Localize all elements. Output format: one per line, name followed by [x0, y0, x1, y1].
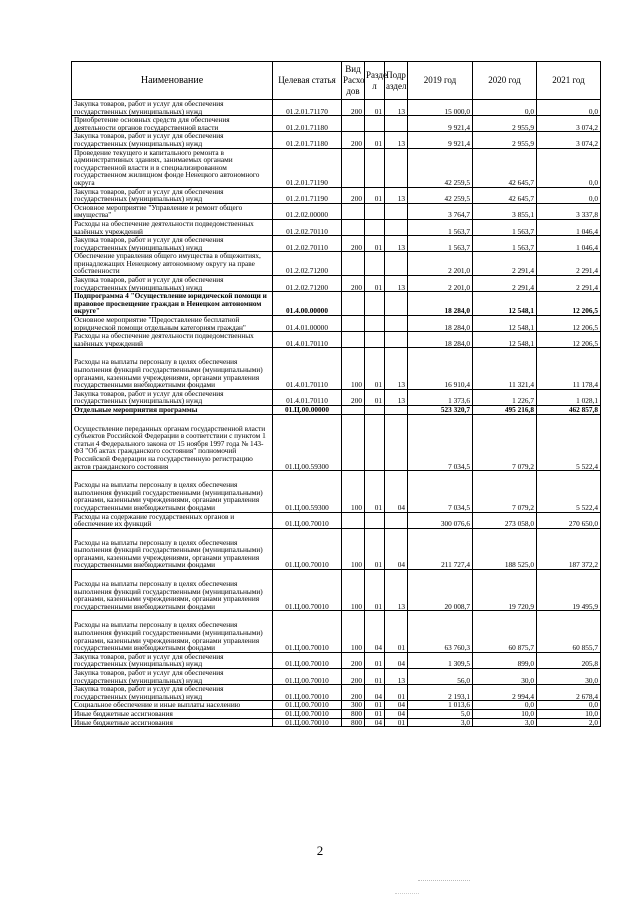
row-expense-type	[342, 203, 365, 219]
row-expense-type	[342, 512, 365, 528]
row-value-2021: 12 206,5	[537, 316, 601, 332]
row-value-2020: 1 563,7	[473, 236, 537, 252]
row-expense-type: 800	[342, 709, 365, 718]
row-expense-type: 100	[342, 611, 365, 652]
row-name: Закупка товаров, работ и услуг для обеспечения государственных (муниципальных) нужд	[72, 187, 273, 203]
row-section	[365, 203, 385, 219]
row-section: 01	[365, 132, 385, 148]
row-expense-type	[342, 292, 365, 316]
row-subsection: 13	[385, 236, 408, 252]
row-section: 01	[365, 471, 385, 512]
row-subsection: 13	[385, 132, 408, 148]
row-expense-type: 300	[342, 701, 365, 710]
row-value-2020: 3 855,1	[473, 203, 537, 219]
row-value-2020: 495 216,8	[473, 405, 537, 414]
row-target-article: 01.2.02.71200	[273, 252, 342, 276]
row-value-2019: 63 760,3	[408, 611, 473, 652]
row-value-2019: 211 727,4	[408, 528, 473, 569]
row-target-article: 01.4.01.70110	[273, 389, 342, 405]
row-value-2021: 12 206,5	[537, 332, 601, 348]
header-target-article: Целевая статья	[273, 62, 342, 100]
row-value-2020: 60 875,7	[473, 611, 537, 652]
row-section: 01	[365, 100, 385, 116]
row-value-2019: 15 000,0	[408, 100, 473, 116]
row-target-article: 01.2.02.70110	[273, 219, 342, 235]
row-subsection	[385, 512, 408, 528]
row-value-2021: 30,0	[537, 669, 601, 685]
row-target-article: 01.2.01.71170	[273, 100, 342, 116]
row-value-2019: 42 259,5	[408, 187, 473, 203]
row-section	[365, 414, 385, 471]
row-value-2019: 5,0	[408, 709, 473, 718]
table-row	[72, 611, 601, 652]
row-section: 01	[365, 528, 385, 569]
row-name: Закупка товаров, работ и услуг для обеспечения государственных (муниципальных) нужд	[72, 100, 273, 116]
row-subsection: 04	[385, 528, 408, 569]
table-row	[72, 348, 601, 389]
table-row	[72, 276, 601, 292]
row-subsection: 13	[385, 100, 408, 116]
row-name: Основное мероприятие "Управление и ремонт общего имущества"	[72, 203, 273, 219]
row-value-2019: 16 910,4	[408, 348, 473, 389]
row-target-article: 01.Ц.00.70010	[273, 701, 342, 710]
row-value-2020: 19 720,9	[473, 570, 537, 611]
row-expense-type: 200	[342, 669, 365, 685]
row-expense-type	[342, 405, 365, 414]
row-section	[365, 148, 385, 187]
row-target-article: 01.Ц.00.70010	[273, 718, 342, 727]
row-value-2019: 1 013,6	[408, 701, 473, 710]
table-row	[72, 685, 601, 701]
row-expense-type: 200	[342, 389, 365, 405]
row-expense-type	[342, 219, 365, 235]
row-section: 01	[365, 570, 385, 611]
header-expense-type: Вид Расхо дов	[342, 62, 365, 100]
row-value-2019: 1 563,7	[408, 236, 473, 252]
table-header-row	[72, 62, 601, 100]
row-expense-type: 200	[342, 276, 365, 292]
table-row	[72, 405, 601, 414]
row-value-2021: 2 291,4	[537, 276, 601, 292]
row-subsection	[385, 148, 408, 187]
row-value-2020: 0,0	[473, 100, 537, 116]
row-target-article: 01.Ц.00.70010	[273, 685, 342, 701]
row-expense-type: 100	[342, 528, 365, 569]
table-row	[72, 219, 601, 235]
row-value-2020: 12 548,1	[473, 316, 537, 332]
table-row	[72, 414, 601, 471]
row-target-article: 01.Ц.00.70010	[273, 512, 342, 528]
row-subsection: 01	[385, 718, 408, 727]
row-name: Закупка товаров, работ и услуг для обеспечения государственных (муниципальных) нужд	[72, 389, 273, 405]
row-target-article: 01.Ц.00.70010	[273, 652, 342, 668]
row-expense-type: 800	[342, 718, 365, 727]
row-value-2020: 11 321,4	[473, 348, 537, 389]
row-subsection: 04	[385, 709, 408, 718]
row-value-2019: 42 259,5	[408, 148, 473, 187]
row-expense-type: 200	[342, 100, 365, 116]
table-row	[72, 512, 601, 528]
row-name: Проведение текущего и капитального ремонта в административных зданиях, занимаемых органами государственной власти и в специализированном государственном жилищном фонде Ненецкого автономного округа	[72, 148, 273, 187]
row-subsection: 13	[385, 348, 408, 389]
row-value-2021: 3 074,2	[537, 116, 601, 132]
row-name: Расходы на выплаты персоналу в целях обеспечения выполнения функций государственными (муниципальными) органами, казенными учреждениями, органами управления государственными внебюджетными фондами	[72, 348, 273, 389]
row-name: Закупка товаров, работ и услуг для обеспечения государственных (муниципальных) нужд	[72, 652, 273, 668]
row-subsection: 13	[385, 187, 408, 203]
row-section: 01	[365, 348, 385, 389]
row-value-2020: 2 291,4	[473, 252, 537, 276]
row-value-2021: 3 337,8	[537, 203, 601, 219]
table-row	[72, 528, 601, 569]
row-subsection: 04	[385, 701, 408, 710]
row-expense-type: 100	[342, 570, 365, 611]
row-value-2021: 19 495,9	[537, 570, 601, 611]
table-row	[72, 132, 601, 148]
table-row	[72, 100, 601, 116]
row-value-2020: 42 645,7	[473, 148, 537, 187]
row-expense-type: 200	[342, 685, 365, 701]
row-value-2019: 2 201,0	[408, 252, 473, 276]
row-subsection: 13	[385, 669, 408, 685]
row-name: Иные бюджетные ассигнования	[72, 718, 273, 727]
row-value-2021: 205,8	[537, 652, 601, 668]
page-number: 2	[316, 843, 324, 858]
row-subsection	[385, 316, 408, 332]
row-subsection: 04	[385, 471, 408, 512]
row-target-article: 01.Ц.00.70010	[273, 570, 342, 611]
row-section: 01	[365, 389, 385, 405]
row-subsection: 13	[385, 389, 408, 405]
row-section: 04	[365, 685, 385, 701]
row-section: 04	[365, 611, 385, 652]
row-subsection	[385, 203, 408, 219]
row-value-2021: 1 046,4	[537, 219, 601, 235]
row-section	[365, 252, 385, 276]
row-value-2019: 20 008,7	[408, 570, 473, 611]
table-row	[72, 252, 601, 276]
row-value-2020: 1 563,7	[473, 219, 537, 235]
row-target-article: 01.Ц.00.70010	[273, 528, 342, 569]
row-value-2021: 0,0	[537, 148, 601, 187]
row-section	[365, 512, 385, 528]
row-section: 01	[365, 669, 385, 685]
row-value-2020: 12 548,1	[473, 292, 537, 316]
row-name: Иные бюджетные ассигнования	[72, 709, 273, 718]
row-value-2019: 3,0	[408, 718, 473, 727]
row-value-2020: 0,0	[473, 701, 537, 710]
row-expense-type: 200	[342, 187, 365, 203]
row-subsection	[385, 219, 408, 235]
row-subsection	[385, 332, 408, 348]
row-subsection: 13	[385, 276, 408, 292]
row-name: Закупка товаров, работ и услуг для обеспечения государственных (муниципальных) нужд	[72, 132, 273, 148]
table-row	[72, 652, 601, 668]
row-subsection: 13	[385, 570, 408, 611]
row-value-2019: 2 201,0	[408, 276, 473, 292]
row-value-2019: 300 076,6	[408, 512, 473, 528]
header-year-2019: 2019 год	[408, 62, 473, 100]
row-value-2019: 9 921,4	[408, 132, 473, 148]
row-value-2019: 2 193,1	[408, 685, 473, 701]
table-row	[72, 203, 601, 219]
row-value-2019: 3 764,7	[408, 203, 473, 219]
row-value-2019: 1 563,7	[408, 219, 473, 235]
row-target-article: 01.2.02.00000	[273, 203, 342, 219]
row-section: 04	[365, 718, 385, 727]
table-row	[72, 292, 601, 316]
row-section: 01	[365, 652, 385, 668]
row-target-article: 01.2.01.71190	[273, 187, 342, 203]
row-value-2020: 3,0	[473, 718, 537, 727]
header-name: Наименование	[72, 62, 273, 100]
row-section: 01	[365, 709, 385, 718]
row-value-2019: 18 284,0	[408, 316, 473, 332]
row-target-article: 01.Ц.00.70010	[273, 709, 342, 718]
row-name: Расходы на выплаты персоналу в целях обеспечения выполнения функций государственными (муниципальными) органами, казенными учреждениями, органами управления государственными внебюджетными фондами	[72, 528, 273, 569]
row-section: 01	[365, 276, 385, 292]
row-section	[365, 316, 385, 332]
row-subsection	[385, 414, 408, 471]
row-name: Обеспечение управления общего имущества в общежитиях, принадлежащих Ненецкому автономному округу на праве собственности	[72, 252, 273, 276]
row-value-2021: 2 678,4	[537, 685, 601, 701]
row-section	[365, 332, 385, 348]
table-row	[72, 718, 601, 727]
row-target-article: 01.4.01.70110	[273, 332, 342, 348]
row-subsection	[385, 292, 408, 316]
table-row	[72, 187, 601, 203]
row-expense-type: 200	[342, 236, 365, 252]
row-expense-type	[342, 252, 365, 276]
row-expense-type	[342, 332, 365, 348]
row-value-2020: 2 955,9	[473, 132, 537, 148]
table-row	[72, 669, 601, 685]
row-value-2021: 5 522,4	[537, 414, 601, 471]
row-subsection: 04	[385, 652, 408, 668]
row-subsection	[385, 116, 408, 132]
table-row	[72, 236, 601, 252]
row-value-2019: 9 921,4	[408, 116, 473, 132]
row-value-2020: 899,0	[473, 652, 537, 668]
row-subsection	[385, 405, 408, 414]
row-value-2020: 273 058,0	[473, 512, 537, 528]
row-value-2021: 0,0	[537, 187, 601, 203]
row-value-2019: 18 284,0	[408, 292, 473, 316]
row-value-2021: 11 178,4	[537, 348, 601, 389]
row-expense-type: 100	[342, 348, 365, 389]
row-target-article: 01.Ц.00.70010	[273, 611, 342, 652]
table-row	[72, 471, 601, 512]
row-value-2020: 2 291,4	[473, 276, 537, 292]
row-name: Расходы на обеспечение деятельности подведомственных казённых учреждений	[72, 332, 273, 348]
row-target-article: 01.4.01.00000	[273, 316, 342, 332]
row-target-article: 01.2.01.71190	[273, 148, 342, 187]
header-year-2021: 2021 год	[537, 62, 601, 100]
row-name: Закупка товаров, работ и услуг для обеспечения государственных (муниципальных) нужд	[72, 276, 273, 292]
table-body	[72, 100, 601, 727]
row-section: 01	[365, 187, 385, 203]
row-value-2020: 7 079,2	[473, 414, 537, 471]
row-value-2019: 7 034,5	[408, 471, 473, 512]
table-row	[72, 709, 601, 718]
header-year-2020: 2020 год	[473, 62, 537, 100]
row-expense-type	[342, 414, 365, 471]
header-subsection: Подр аздел	[385, 62, 408, 100]
row-value-2021: 2,0	[537, 718, 601, 727]
budget-table	[71, 61, 601, 727]
row-value-2020: 7 079,2	[473, 471, 537, 512]
row-value-2019: 7 034,5	[408, 414, 473, 471]
row-target-article: 01.Ц.00.59300	[273, 471, 342, 512]
row-expense-type: 200	[342, 132, 365, 148]
row-name: Расходы на выплаты персоналу в целях обеспечения выполнения функций государственными (муниципальными) органами, казенными учреждениями, органами управления государственными внебюджетными фондами	[72, 471, 273, 512]
row-name: Осуществление переданных органам государственной власти субъектов Российской Федерации в соответствии с пунктом 1 статьи 4 Федерального закона от 15 ноября 1997 года № 143-ФЗ "Об актах гражданского состояния" полномочий Российской Федерации на государственную регистрацию актов гражданского состояния	[72, 414, 273, 471]
row-value-2021: 12 206,5	[537, 292, 601, 316]
row-name: Основное мероприятие "Предоставление бесплатной юридической помощи отдельным категориям граждан"	[72, 316, 273, 332]
row-target-article: 01.4.01.70110	[273, 348, 342, 389]
row-value-2021: 0,0	[537, 701, 601, 710]
table-row	[72, 116, 601, 132]
row-value-2019: 523 320,7	[408, 405, 473, 414]
row-value-2020: 10,0	[473, 709, 537, 718]
row-section: 01	[365, 236, 385, 252]
row-target-article: 01.2.02.70110	[273, 236, 342, 252]
row-name: Отдельные мероприятия программы	[72, 405, 273, 414]
row-expense-type	[342, 116, 365, 132]
row-value-2020: 1 226,7	[473, 389, 537, 405]
row-target-article: 01.Ц.00.00000	[273, 405, 342, 414]
row-subsection: 01	[385, 685, 408, 701]
row-value-2021: 187 372,2	[537, 528, 601, 569]
row-name: Расходы на выплаты персоналу в целях обеспечения выполнения функций государственными (муниципальными) органами, казенными учреждениями, органами управления государственными внебюджетными фондами	[72, 611, 273, 652]
row-target-article: 01.2.01.71180	[273, 132, 342, 148]
row-value-2021: 60 855,7	[537, 611, 601, 652]
row-subsection: 01	[385, 611, 408, 652]
row-value-2020: 2 994,4	[473, 685, 537, 701]
row-value-2019: 1 373,6	[408, 389, 473, 405]
row-subsection	[385, 252, 408, 276]
row-value-2021: 5 522,4	[537, 471, 601, 512]
table-row	[72, 332, 601, 348]
row-value-2019: 1 309,5	[408, 652, 473, 668]
table-row	[72, 148, 601, 187]
scan-smudge	[395, 893, 419, 895]
row-name: Подпрограмма 4 "Осуществление юридической помощи и правовое просвещение граждан в Ненецком автономном округе"	[72, 292, 273, 316]
header-section: Разде л	[365, 62, 385, 100]
row-value-2019: 56,0	[408, 669, 473, 685]
row-value-2021: 462 857,8	[537, 405, 601, 414]
row-target-article: 01.4.00.00000	[273, 292, 342, 316]
row-value-2020: 30,0	[473, 669, 537, 685]
row-section	[365, 405, 385, 414]
row-name: Расходы на выплаты персоналу в целях обеспечения выполнения функций государственными (муниципальными) органами, казенными учреждениями, органами управления государственными внебюджетными фондами	[72, 570, 273, 611]
row-value-2020: 42 645,7	[473, 187, 537, 203]
row-section: 01	[365, 701, 385, 710]
row-value-2021: 270 650,0	[537, 512, 601, 528]
row-section	[365, 219, 385, 235]
row-value-2019: 18 284,0	[408, 332, 473, 348]
row-name: Приобретение основных средств для обеспечения деятельности органов государственной власти	[72, 116, 273, 132]
row-value-2021: 2 291,4	[537, 252, 601, 276]
row-name: Закупка товаров, работ и услуг для обеспечения государственных (муниципальных) нужд	[72, 669, 273, 685]
row-target-article: 01.2.01.71180	[273, 116, 342, 132]
row-value-2021: 10,0	[537, 709, 601, 718]
row-name: Закупка товаров, работ и услуг для обеспечения государственных (муниципальных) нужд	[72, 685, 273, 701]
row-target-article: 01.2.02.71200	[273, 276, 342, 292]
row-value-2020: 12 548,1	[473, 332, 537, 348]
row-name: Закупка товаров, работ и услуг для обеспечения государственных (муниципальных) нужд	[72, 236, 273, 252]
row-value-2021: 0,0	[537, 100, 601, 116]
row-value-2020: 2 955,9	[473, 116, 537, 132]
row-value-2021: 1 028,1	[537, 389, 601, 405]
row-target-article: 01.Ц.00.59300	[273, 414, 342, 471]
row-section	[365, 292, 385, 316]
row-name: Расходы на содержание государственных органов и обеспечение их функций	[72, 512, 273, 528]
row-value-2020: 188 525,0	[473, 528, 537, 569]
row-section	[365, 116, 385, 132]
row-value-2021: 1 046,4	[537, 236, 601, 252]
table-row	[72, 389, 601, 405]
row-name: Расходы на обеспечение деятельности подведомственных казённых учреждений	[72, 219, 273, 235]
row-expense-type	[342, 148, 365, 187]
row-name: Социальное обеспечение и иные выплаты населению	[72, 701, 273, 710]
row-value-2021: 3 074,2	[537, 132, 601, 148]
row-expense-type: 100	[342, 471, 365, 512]
scan-smudge	[418, 880, 470, 882]
table-row	[72, 570, 601, 611]
row-expense-type: 200	[342, 652, 365, 668]
row-target-article: 01.Ц.00.70010	[273, 669, 342, 685]
table-row	[72, 316, 601, 332]
row-expense-type	[342, 316, 365, 332]
